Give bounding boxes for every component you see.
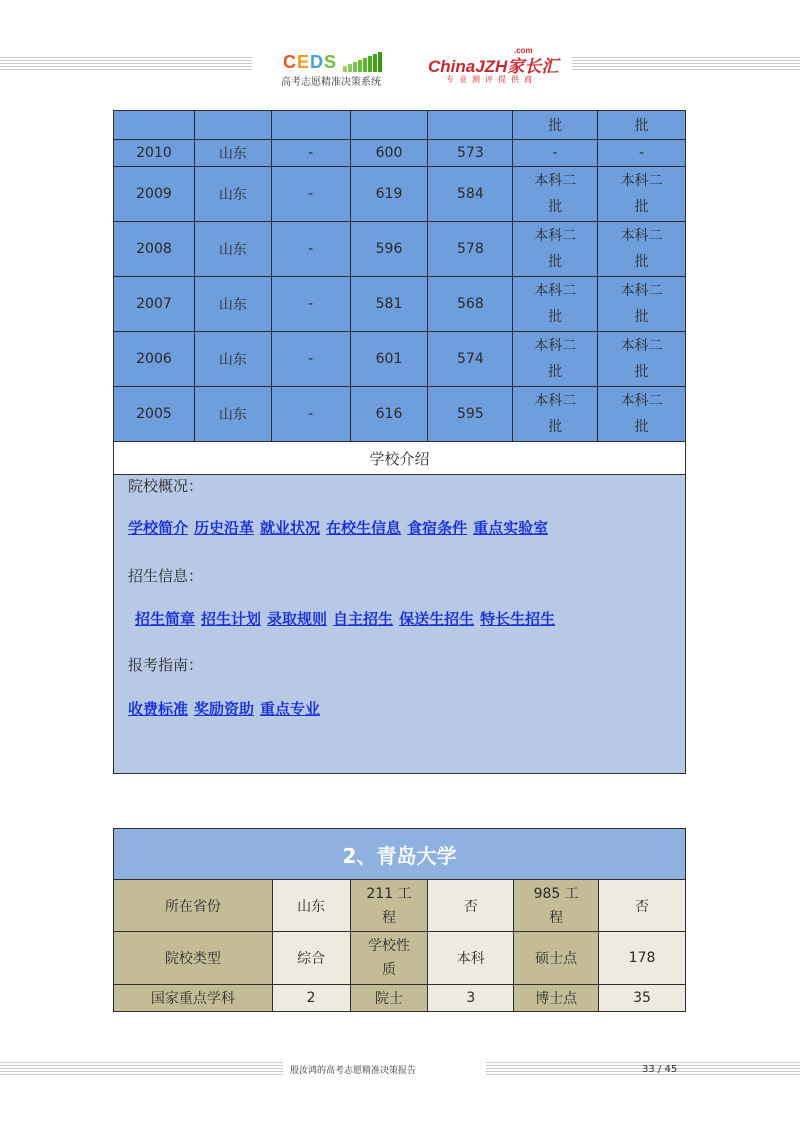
year-cell: 2005 [114, 387, 195, 442]
batch-cell: 本科二 批 [513, 332, 598, 387]
value-985: 否 [599, 880, 686, 932]
chinajzh-logo: ChinaJZH家长汇 .com [428, 46, 559, 76]
admission-label: 招生信息： [128, 567, 204, 585]
guide-links [128, 698, 320, 719]
link-school-intro[interactable]: 学校简介 [128, 519, 189, 537]
min-score-cell: 578 [428, 222, 513, 277]
intro-title: 学校介绍 [114, 442, 686, 475]
value-doctoral-points: 35 [599, 985, 686, 1012]
link-accommodation[interactable]: 食宿条件 [407, 519, 468, 537]
link-enrollment-plan[interactable]: 招生计划 [201, 610, 262, 628]
school-title-row [114, 829, 686, 880]
link-fee-standard[interactable]: 收费标准 [128, 700, 189, 718]
year-cell: 2010 [114, 140, 195, 167]
batch-cell: 本科二 批 [598, 277, 686, 332]
max-score-cell: 616 [350, 387, 428, 442]
link-special-talent-admission[interactable]: 特长生招生 [480, 610, 556, 628]
label-key-disciplines: 国家重点学科 [114, 985, 273, 1012]
min-score-cell: 574 [428, 332, 513, 387]
dash-cell: - [271, 332, 350, 387]
value-province: 山东 [272, 880, 350, 932]
province-cell: 山东 [194, 387, 271, 442]
footer-stripe-left [0, 1062, 283, 1076]
link-scholarships[interactable]: 奖励资助 [194, 700, 255, 718]
province-cell: 山东 [194, 140, 271, 167]
link-admission-brochure[interactable]: 招生简章 [135, 610, 196, 628]
footer-report-title: 殷汝鸿的高考志愿精准决策报告 [290, 1066, 417, 1076]
batch-cell: 批 [598, 111, 686, 140]
value-school-type: 综合 [272, 932, 350, 985]
dash-cell: - [271, 387, 350, 442]
link-admission-rules[interactable]: 录取规则 [267, 610, 328, 628]
table-row [114, 277, 686, 332]
min-score-cell: 568 [428, 277, 513, 332]
link-independent-admission[interactable]: 自主招生 [333, 610, 394, 628]
batch-cell: 本科二 批 [598, 387, 686, 442]
chinajzh-subtitle: 专业测评提供商 [446, 75, 537, 84]
batch-cell: 本科二 批 [513, 387, 598, 442]
dash-cell: - [271, 140, 350, 167]
overview-label: 院校概况： [128, 477, 204, 495]
province-cell: 山东 [194, 277, 271, 332]
min-score-cell: 573 [428, 140, 513, 167]
label-211: 211 工 程 [350, 880, 428, 932]
min-score-cell: 595 [428, 387, 513, 442]
batch-cell: 本科二 批 [598, 222, 686, 277]
batch-cell: 本科二 批 [513, 277, 598, 332]
dash-cell: - [271, 167, 350, 222]
province-cell: 山东 [194, 167, 271, 222]
value-211: 否 [428, 880, 514, 932]
value-school-nature: 本科 [428, 932, 514, 985]
max-score-cell: 600 [350, 140, 428, 167]
max-score-cell: 581 [350, 277, 428, 332]
table-row [114, 880, 686, 932]
value-master-points: 178 [599, 932, 686, 985]
table-row [114, 167, 686, 222]
label-doctoral-points: 博士点 [514, 985, 599, 1012]
batch-cell: 本科二 批 [598, 332, 686, 387]
link-history[interactable]: 历史沿革 [194, 519, 255, 537]
table-row [114, 985, 686, 1012]
school-info-table [113, 828, 686, 1012]
page-number: 33 / 45 [642, 1064, 678, 1075]
batch-cell: 本科二 批 [513, 167, 598, 222]
label-school-type: 院校类型 [114, 932, 273, 985]
year-cell: 2008 [114, 222, 195, 277]
overview-links [128, 517, 548, 538]
link-employment[interactable]: 就业状况 [260, 519, 321, 537]
link-key-majors[interactable]: 重点专业 [260, 700, 321, 718]
table-row [114, 387, 686, 442]
max-score-cell: 619 [350, 167, 428, 222]
header-stripe-left [0, 57, 252, 71]
label-province: 所在省份 [114, 880, 273, 932]
table-row [114, 140, 686, 167]
dash-cell: - [271, 277, 350, 332]
admission-links [135, 608, 555, 629]
year-cell: 2007 [114, 277, 195, 332]
province-cell: 山东 [194, 222, 271, 277]
school-title: 2、青岛大学 [114, 829, 686, 880]
label-master-points: 硕士点 [514, 932, 599, 985]
link-recommended-admission[interactable]: 保送生招生 [399, 610, 475, 628]
label-985: 985 工 程 [514, 880, 599, 932]
link-student-info[interactable]: 在校生信息 [326, 519, 402, 537]
ceds-bars-graphic [343, 52, 389, 72]
batch-cell: 批 [513, 111, 598, 140]
ceds-subtitle: 高考志愿精准决策系统 [281, 77, 381, 88]
province-cell: 山东 [194, 332, 271, 387]
table-row [114, 932, 686, 985]
intro-title-row [114, 442, 686, 475]
year-cell: 2006 [114, 332, 195, 387]
max-score-cell: 596 [350, 222, 428, 277]
value-academicians: 3 [428, 985, 514, 1012]
label-school-nature: 学校性 质 [350, 932, 428, 985]
batch-cell: 本科二 批 [513, 222, 598, 277]
ceds-logo: CEDS [283, 52, 338, 72]
label-academicians: 院士 [350, 985, 428, 1012]
batch-cell: - [598, 140, 686, 167]
value-key-disciplines: 2 [272, 985, 350, 1012]
guide-label: 报考指南： [128, 656, 204, 674]
year-cell: 2009 [114, 167, 195, 222]
batch-cell: 本科二 批 [598, 167, 686, 222]
table-row [114, 332, 686, 387]
link-key-labs[interactable]: 重点实验室 [473, 519, 549, 537]
table-row [114, 222, 686, 277]
header-stripe-right [572, 57, 800, 71]
dash-cell: - [271, 222, 350, 277]
batch-cell: - [513, 140, 598, 167]
table-row-partial [114, 111, 686, 140]
max-score-cell: 601 [350, 332, 428, 387]
min-score-cell: 584 [428, 167, 513, 222]
